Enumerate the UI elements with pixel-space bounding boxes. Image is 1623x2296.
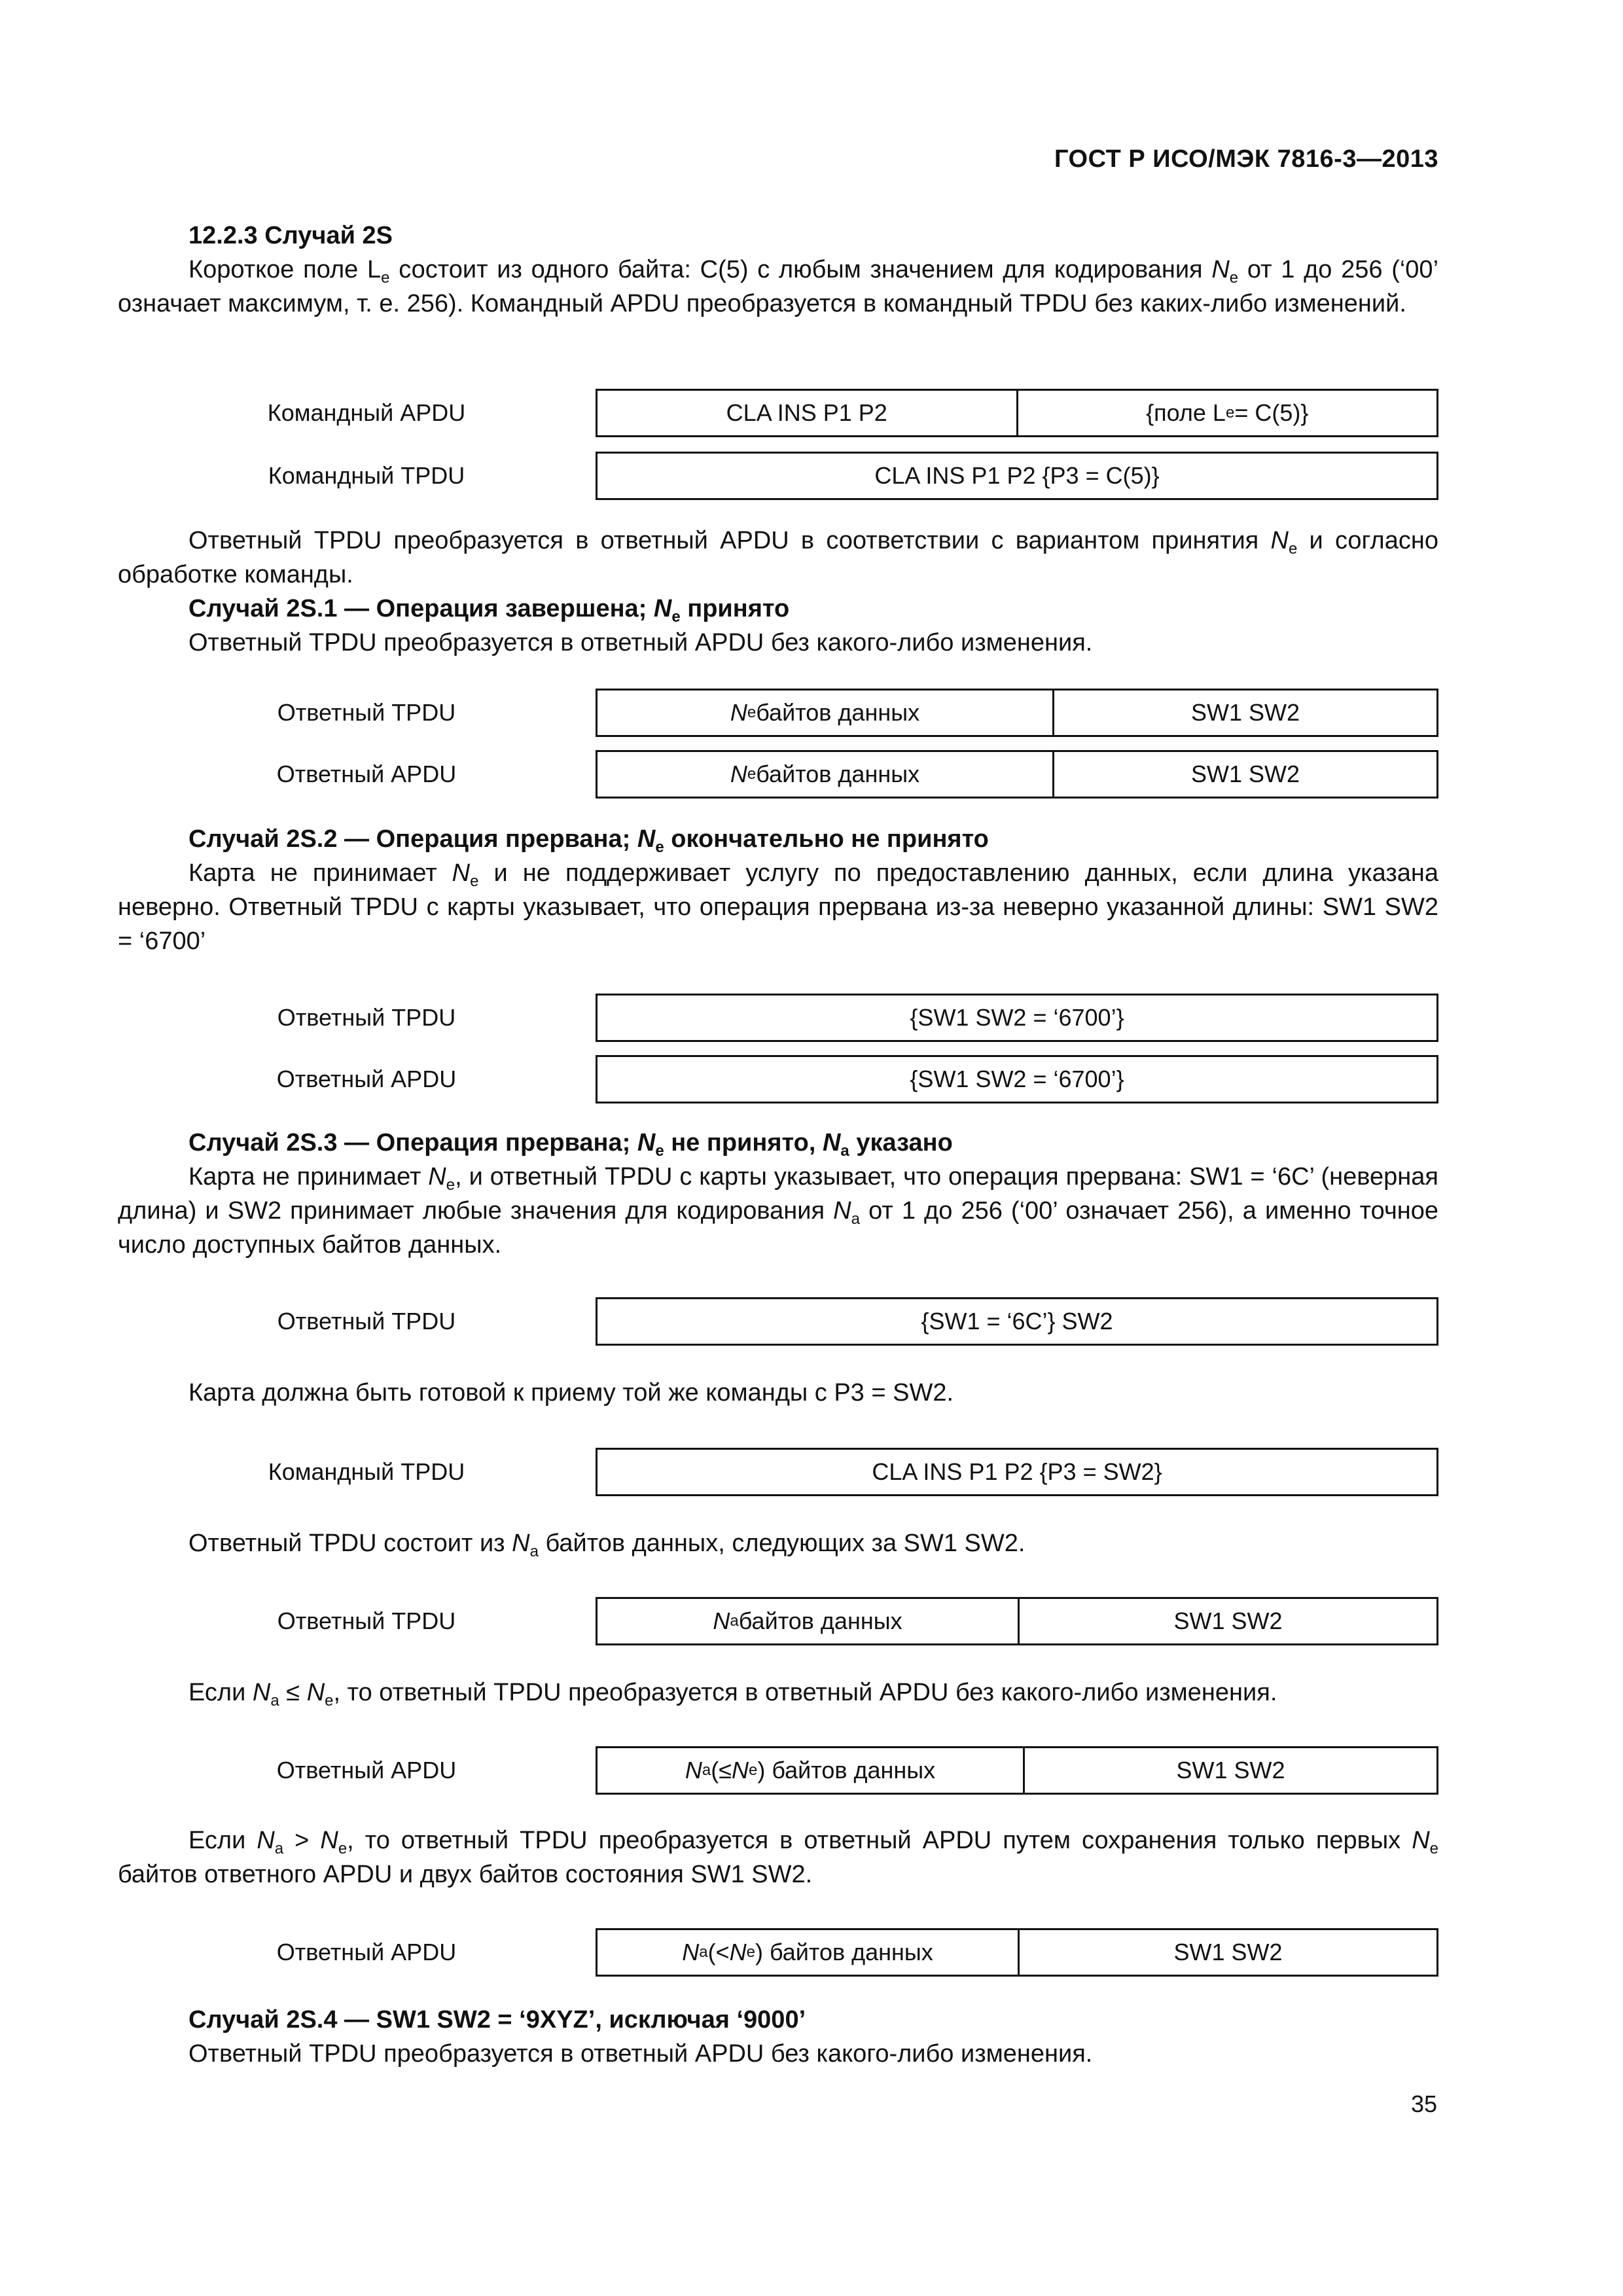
intro-section [118, 219, 1438, 321]
table8-label: Ответный APDU [276, 1939, 457, 1965]
response-paragraph: Ответный TPDU преобразуется в ответный APDU в соответствии с вариантом принятия $N_e$ и согласно обработке команды. [118, 527, 1438, 588]
case1-text: Ответный TPDU преобразуется в ответный APDU без какого-либо изменения. [188, 629, 1093, 656]
table4-cell: {SW1 = ‘6C’} SW2 [921, 1308, 1113, 1335]
if-le-paragraph: Если $N_a \le N_e$, то ответный TPDU преобразуется в ответный APDU без какого-либо изменения. [188, 1679, 1277, 1710]
case1-heading: Случай 2S.1 — Операция завершена; $N_e$ принято [188, 595, 790, 626]
table2-row2-sw-cell: SW1 SW2 [1052, 752, 1436, 797]
table4-label: Ответный TPDU [277, 1308, 456, 1335]
table2-row2-box [596, 750, 1438, 798]
table2-row2-label: Ответный APDU [276, 761, 457, 787]
table6-sw-cell: SW1 SW2 [1018, 1599, 1436, 1643]
table4-box [596, 1297, 1438, 1346]
case2-section [118, 822, 1438, 958]
table1-row2-label: Командный TPDU [268, 462, 465, 489]
case3-heading: Случай 2S.3 — Операция прервана; $N_e$ не принято, $N_a$ указано [188, 1129, 953, 1160]
ready-paragraph: Карта должна быть готовой к приему той же команды с P3 = SW2. [188, 1379, 954, 1407]
table7-data-cell: N a (≤ N e ) байтов данных [685, 1757, 936, 1784]
table7-label: Ответный APDU [276, 1757, 457, 1784]
table2-row1-data-cell: N e байтов данных [730, 699, 920, 726]
table7-box [596, 1746, 1438, 1795]
table8-sw-cell: SW1 SW2 [1018, 1930, 1436, 1975]
case4-section [118, 2003, 1438, 2071]
if-gt-paragraph-wrap [118, 1823, 1438, 1892]
case2-heading: Случай 2S.2 — Операция прервана; $N_e$ окончательно не принято [188, 825, 989, 856]
table1-row1-label: Командный APDU [267, 399, 466, 426]
case4-heading: Случай 2S.4 — SW1 SW2 = ‘9XYZ’, исключая ‘9000’ [188, 2006, 806, 2034]
case2-text: Карта не принимает $N_e$ и не поддерживает услугу по предоставлению данных, если длина указана неверно. Ответный TPDU с карты указывает, что операция прервана из-за неверно указанной длины: SW1 SW2 = ‘6700’ [118, 859, 1438, 955]
case1-section [118, 524, 1438, 660]
document-code-header: ГОСТ Р ИСО/МЭК 7816-3—2013 [1054, 145, 1438, 173]
if-le-paragraph-wrap [118, 1676, 1438, 1710]
table2-row1-sw-cell: SW1 SW2 [1052, 691, 1436, 735]
table1-row1-box [596, 389, 1438, 437]
table3-row1-box [596, 994, 1438, 1042]
table1-row1-cell2: {поле L e = C(5)} [1016, 391, 1437, 435]
case3-section [118, 1126, 1438, 1262]
table8-data-cell: N a (< N e ) байтов данных [682, 1939, 933, 1965]
table6-label: Ответный TPDU [277, 1607, 456, 1634]
table5-label: Командный TPDU [268, 1458, 465, 1485]
table2-row2-data-cell: N e байтов данных [730, 761, 920, 787]
table2-row1-label: Ответный TPDU [277, 699, 456, 726]
intro-paragraph: Короткое поле $L_e$ состоит из одного байта: C(5) с любым значением для кодирования $N_e$ от 1 до 256 (‘00’ означает максимум, т. е. 256). Командный APDU преобразуется в командный TPDU без каких-либо изменений. [118, 256, 1439, 317]
if-gt-paragraph: Если $N_a > N_e$, то ответный TPDU преобразуется в ответный APDU путем сохранения только первых $N_e$ байтов ответного APDU и двух байтов состояния SW1 SW2. [118, 1827, 1438, 1888]
table5-box [596, 1448, 1438, 1496]
table3-row1-label: Ответный TPDU [277, 1004, 456, 1031]
table8-box [596, 1928, 1438, 1977]
section-heading: 12.2.3 Случай 2S [188, 222, 393, 249]
ready-paragraph-wrap [118, 1376, 1438, 1410]
case3-text: Карта не принимает $N_e$, и ответный TPDU с карты указывает, что операция прервана: SW1 = ‘6C’ (неверная длина) и SW2 принимает любые значения для кодирования $N_a$ от 1 до 256 (‘00’ означает 256), а именно точное число доступных байтов данных. [118, 1163, 1439, 1259]
table7-sw-cell: SW1 SW2 [1023, 1748, 1436, 1793]
page-number: 35 [1410, 2090, 1437, 2117]
table3-row2-box [596, 1055, 1438, 1103]
consists-paragraph-wrap [118, 1526, 1438, 1560]
consists-paragraph: Ответный TPDU состоит из $N_a$ байтов данных, следующих за SW1 SW2. [188, 1530, 1026, 1560]
table5-cell: CLA INS P1 P2 {P3 = SW2} [872, 1458, 1162, 1485]
table1-row2-cell1: CLA INS P1 P2 {P3 = C(5)} [874, 462, 1160, 489]
table1-row1-cell1: CLA INS P1 P2 [726, 399, 887, 426]
table1-row2-box [596, 452, 1438, 500]
case4-text: Ответный TPDU преобразуется в ответный APDU без какого-либо изменения. [188, 2040, 1093, 2068]
table2-row1-box [596, 689, 1438, 737]
table6-data-cell: N a байтов данных [713, 1607, 902, 1634]
table3-row2-label: Ответный APDU [276, 1066, 457, 1092]
table6-box [596, 1597, 1438, 1645]
table3-row1-cell: {SW1 SW2 = ‘6700’} [910, 1004, 1124, 1031]
table3-row2-cell: {SW1 SW2 = ‘6700’} [910, 1066, 1124, 1092]
